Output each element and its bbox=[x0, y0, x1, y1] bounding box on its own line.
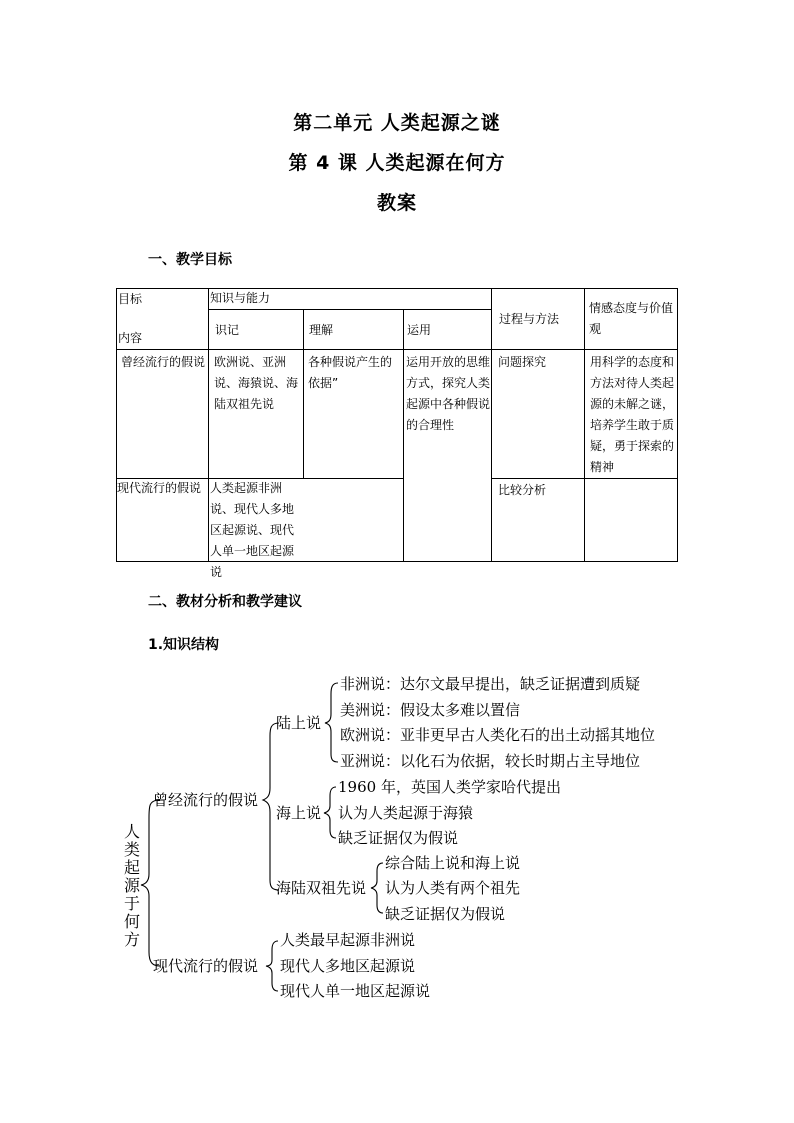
header-memory: 识记 bbox=[215, 323, 240, 337]
row1-emotion: 用科学的态度和方法对待人类起源的未解之谜，培养学生敢于质疑，勇于探索的精神 bbox=[590, 355, 675, 474]
new-item: 现代人单一地区起源说 bbox=[280, 982, 431, 1000]
row2-process: 比较分析 bbox=[498, 483, 547, 497]
sea-item: 1960 年，英国人类学家哈代提出 bbox=[338, 778, 561, 796]
header-emotion-attitude: 情感态度与价值观 bbox=[589, 301, 674, 336]
row1-memory: 欧洲说、亚洲说、海猿说、海陆双祖先说 bbox=[214, 355, 299, 411]
dual-item: 认为人类有两个祖先 bbox=[385, 879, 521, 897]
knowledge-structure-diagram bbox=[0, 660, 794, 1010]
tree-root-label: 人类起源于何方 bbox=[123, 822, 140, 949]
dual-brace bbox=[371, 863, 383, 913]
header-process-method: 过程与方法 bbox=[499, 312, 560, 326]
sea-brace bbox=[324, 787, 336, 838]
lesson-title: 第 4 课 人类起源在何方 bbox=[288, 152, 506, 174]
corner-target-label: 目标 bbox=[118, 292, 143, 306]
new-brace bbox=[266, 941, 278, 991]
dual-item: 综合陆上说和海上说 bbox=[385, 854, 521, 872]
unit-title: 第二单元 人类起源之谜 bbox=[293, 112, 501, 134]
doc-type-title: 教案 bbox=[376, 192, 417, 214]
row1-label: 曾经流行的假说 bbox=[121, 355, 206, 369]
sea-item: 认为人类起源于海猿 bbox=[338, 804, 474, 822]
corner-content-label: 内容 bbox=[118, 331, 143, 345]
node-land: 陆上说 bbox=[276, 714, 322, 732]
sea-item: 缺乏证据仅为假说 bbox=[338, 829, 459, 847]
section-material-analysis: 二、教材分析和教学建议 bbox=[148, 594, 302, 610]
row2-memory: 人类起源非洲说、现代人多地区起源说、现代人单一地区起源说 bbox=[210, 481, 295, 579]
land-item: 美洲说：假设太多难以置信 bbox=[340, 701, 521, 719]
header-knowledge-ability: 知识与能力 bbox=[210, 291, 271, 305]
new-item: 现代人多地区起源说 bbox=[280, 957, 416, 975]
branch-old-hypotheses: 曾经流行的假说 bbox=[153, 791, 259, 809]
branch-new-hypotheses: 现代流行的假说 bbox=[153, 957, 259, 975]
dual-item: 缺乏证据仅为假说 bbox=[385, 905, 506, 923]
apply-shared: 运用开放的思维方式，探究人类起源中各种假说的合理性 bbox=[406, 355, 491, 432]
land-item: 欧洲说：亚非更早古人类化石的出土动摇其地位 bbox=[340, 726, 656, 744]
row2-label: 现代流行的假说 bbox=[117, 481, 202, 495]
land-item: 亚洲说：以化石为依据，较长时期占主导地位 bbox=[340, 752, 641, 770]
node-dual-ancestor: 海陆双祖先说 bbox=[276, 879, 367, 897]
row1-understand: 各种假说产生的依据” bbox=[308, 355, 393, 390]
section-teaching-goals: 一、教学目标 bbox=[148, 252, 232, 268]
header-apply: 运用 bbox=[407, 323, 432, 337]
node-sea: 海上说 bbox=[276, 804, 322, 822]
new-item: 人类最早起源非洲说 bbox=[280, 931, 416, 949]
header-understand: 理解 bbox=[309, 323, 334, 337]
root-brace bbox=[141, 800, 160, 966]
goals-table bbox=[116, 288, 678, 579]
row1-process: 问题探究 bbox=[498, 355, 547, 369]
land-item: 非洲说：达尔文最早提出，缺乏证据遭到质疑 bbox=[340, 675, 641, 693]
land-brace bbox=[325, 683, 338, 762]
subsection-knowledge-structure: 1.知识结构 bbox=[148, 637, 220, 653]
